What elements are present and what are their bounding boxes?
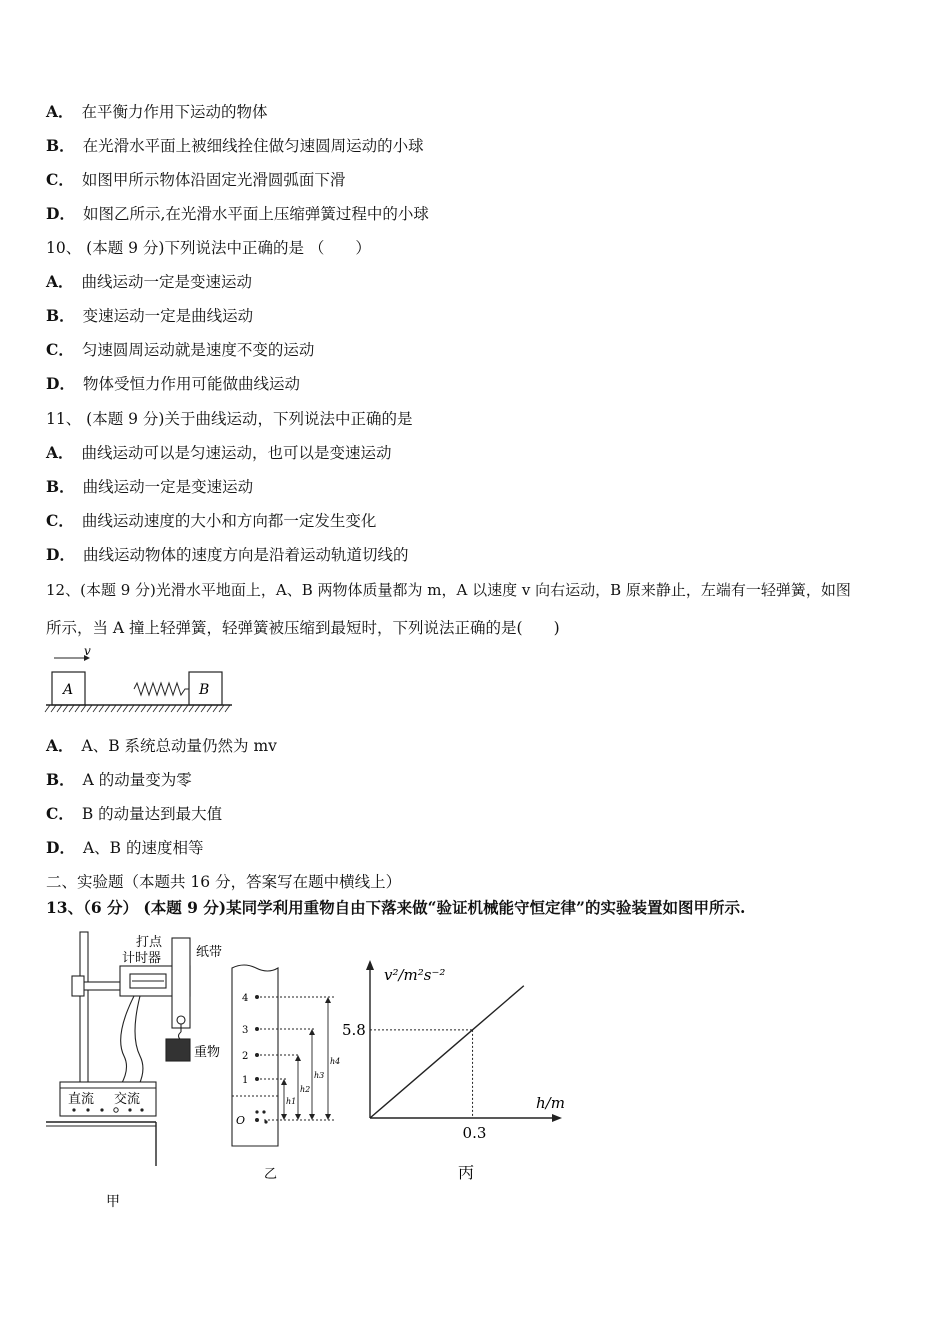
- tape-point-o: [255, 1118, 259, 1122]
- q10-option-d: [46, 374, 300, 394]
- q9-option-a: [46, 102, 268, 122]
- q12-figure: [44, 646, 236, 718]
- option-letter: D．: [46, 545, 75, 564]
- q12-option-c: [46, 804, 222, 824]
- option-letter: C．: [46, 170, 74, 189]
- h3-label: h3: [314, 1071, 325, 1080]
- q10-stem: 10、 (本题 9 分)下列说法中正确的是 （ ）: [46, 239, 371, 257]
- option-letter: D．: [46, 838, 75, 857]
- tape-holder: [172, 938, 190, 1028]
- q10-option-b: [46, 306, 253, 326]
- timer-label-1: 打点: [136, 935, 163, 950]
- option-text: 物体受恒力作用可能做曲线运动: [82, 375, 300, 393]
- q13-stem: 13、（6 分） (本题 9 分)某同学利用重物自由下落来做“验证机械能守恒定律”的实验装置如图甲所示.: [46, 898, 746, 917]
- weight: [166, 1039, 190, 1061]
- option-text: 在光滑水平面上被细线拴住做匀速圆周运动的小球: [82, 137, 424, 155]
- option-text: 如图甲所示物体沿固定光滑圆弧面下滑: [81, 171, 346, 189]
- tape-point-2: [255, 1053, 259, 1057]
- q10-option-a: [46, 272, 252, 292]
- tape-label: 纸带: [196, 945, 223, 960]
- option-text: 匀速圆周运动就是速度不变的运动: [81, 341, 315, 359]
- tape-point-3: [255, 1027, 259, 1031]
- option-letter: A．: [46, 443, 74, 462]
- tape-label-2: 2: [242, 1051, 249, 1062]
- h4-label: h4: [330, 1057, 341, 1066]
- q12-option-b: [46, 770, 192, 790]
- ac-label: 交流: [114, 1092, 141, 1107]
- fig-yi-caption: 乙: [264, 1167, 278, 1182]
- tape-label-o: O: [236, 1114, 246, 1127]
- tape-point-4: [255, 995, 259, 999]
- section-heading: 二、实验题（本题共 16 分，答案写在题中横线上）: [46, 873, 402, 891]
- q11-option-a: [46, 443, 392, 463]
- x-axis-label: h/m: [536, 1094, 565, 1112]
- velocity-label: v: [84, 646, 91, 658]
- x-tick-label: 0.3: [462, 1124, 487, 1142]
- option-text: 曲线运动一定是变速运动: [82, 478, 254, 496]
- option-letter: B．: [46, 477, 75, 496]
- fig-bing-caption: 丙: [458, 1163, 475, 1182]
- option-letter: C．: [46, 340, 74, 359]
- timer-label-2: 计时器: [122, 951, 162, 966]
- clamp-knob: [72, 976, 84, 996]
- block-b-label: B: [199, 682, 210, 698]
- q9-option-b: [46, 136, 424, 156]
- y-axis-label: v²/m²s⁻²: [384, 966, 446, 984]
- tape-label-4: 4: [242, 993, 249, 1004]
- x-axis-arrow: [552, 1114, 562, 1122]
- q9-option-c: [46, 170, 345, 190]
- option-text: A、B 的速度相等: [82, 839, 204, 857]
- fig-jia-apparatus: [44, 926, 234, 1216]
- option-letter: B．: [46, 136, 75, 155]
- weight-label: 重物: [194, 1045, 221, 1060]
- dc-label: 直流: [68, 1092, 95, 1107]
- q11-option-c: [46, 511, 376, 531]
- y-axis-arrow: [366, 960, 374, 970]
- option-letter: B．: [46, 306, 75, 325]
- y-tick-label: 5.8: [342, 1020, 366, 1039]
- tape-label-3: 3: [242, 1025, 249, 1036]
- option-letter: D．: [46, 374, 75, 393]
- q12-stem-line2: 所示，当 A 撞上轻弹簧，轻弹簧被压缩到最短时，下列说法正确的是( ): [46, 619, 560, 637]
- option-text: 曲线运动可以是匀速运动，也可以是变速运动: [81, 444, 392, 462]
- option-text: 变速运动一定是曲线运动: [82, 307, 254, 325]
- option-letter: C．: [46, 804, 74, 823]
- tape-point-1: [255, 1077, 259, 1081]
- data-line: [370, 986, 524, 1118]
- option-text: B 的动量达到最大值: [81, 805, 223, 823]
- option-letter: A．: [46, 736, 74, 755]
- option-text: 曲线运动一定是变速运动: [81, 273, 253, 291]
- spring: [134, 683, 189, 695]
- block-a-label: A: [63, 682, 74, 698]
- option-letter: A．: [46, 272, 74, 291]
- q11-option-d: [46, 545, 408, 565]
- option-letter: D．: [46, 204, 75, 223]
- q12-stem-line1: 12、(本题 9 分)光滑水平地面上，A、B 两物体质量都为 m，A 以速度 v 向右运动，B 原来静止，左端有一轻弹簧，如图: [46, 581, 851, 599]
- fig-jia-caption: 甲: [106, 1194, 120, 1210]
- q10-option-c: [46, 340, 314, 360]
- option-letter: B．: [46, 770, 75, 789]
- q9-option-d: [46, 204, 429, 224]
- h1-label: h1: [286, 1097, 297, 1106]
- q11-option-b: [46, 477, 253, 497]
- q12-option-a: [46, 736, 277, 756]
- option-text: 如图乙所示,在光滑水平面上压缩弹簧过程中的小球: [82, 205, 429, 223]
- fig-bing-chart: [340, 956, 580, 1186]
- stand-pole: [80, 932, 88, 1100]
- tape-label-1: 1: [242, 1075, 249, 1086]
- option-text: A 的动量变为零: [82, 771, 192, 789]
- option-text: 曲线运动物体的速度方向是沿着运动轨道切线的: [82, 546, 409, 564]
- option-text: A、B 系统总动量仍然为 mv: [81, 737, 277, 755]
- option-letter: A．: [46, 102, 74, 121]
- q11-stem: 11、 (本题 9 分)关于曲线运动，下列说法中正确的是: [46, 410, 413, 428]
- option-letter: C．: [46, 511, 74, 530]
- fig-yi-tape: [224, 956, 354, 1186]
- option-text: 曲线运动速度的大小和方向都一定发生变化: [81, 512, 377, 530]
- h2-label: h2: [300, 1085, 311, 1094]
- ground-hatching: [45, 705, 230, 712]
- option-text: 在平衡力作用下运动的物体: [81, 103, 268, 121]
- q12-option-d: [46, 838, 203, 858]
